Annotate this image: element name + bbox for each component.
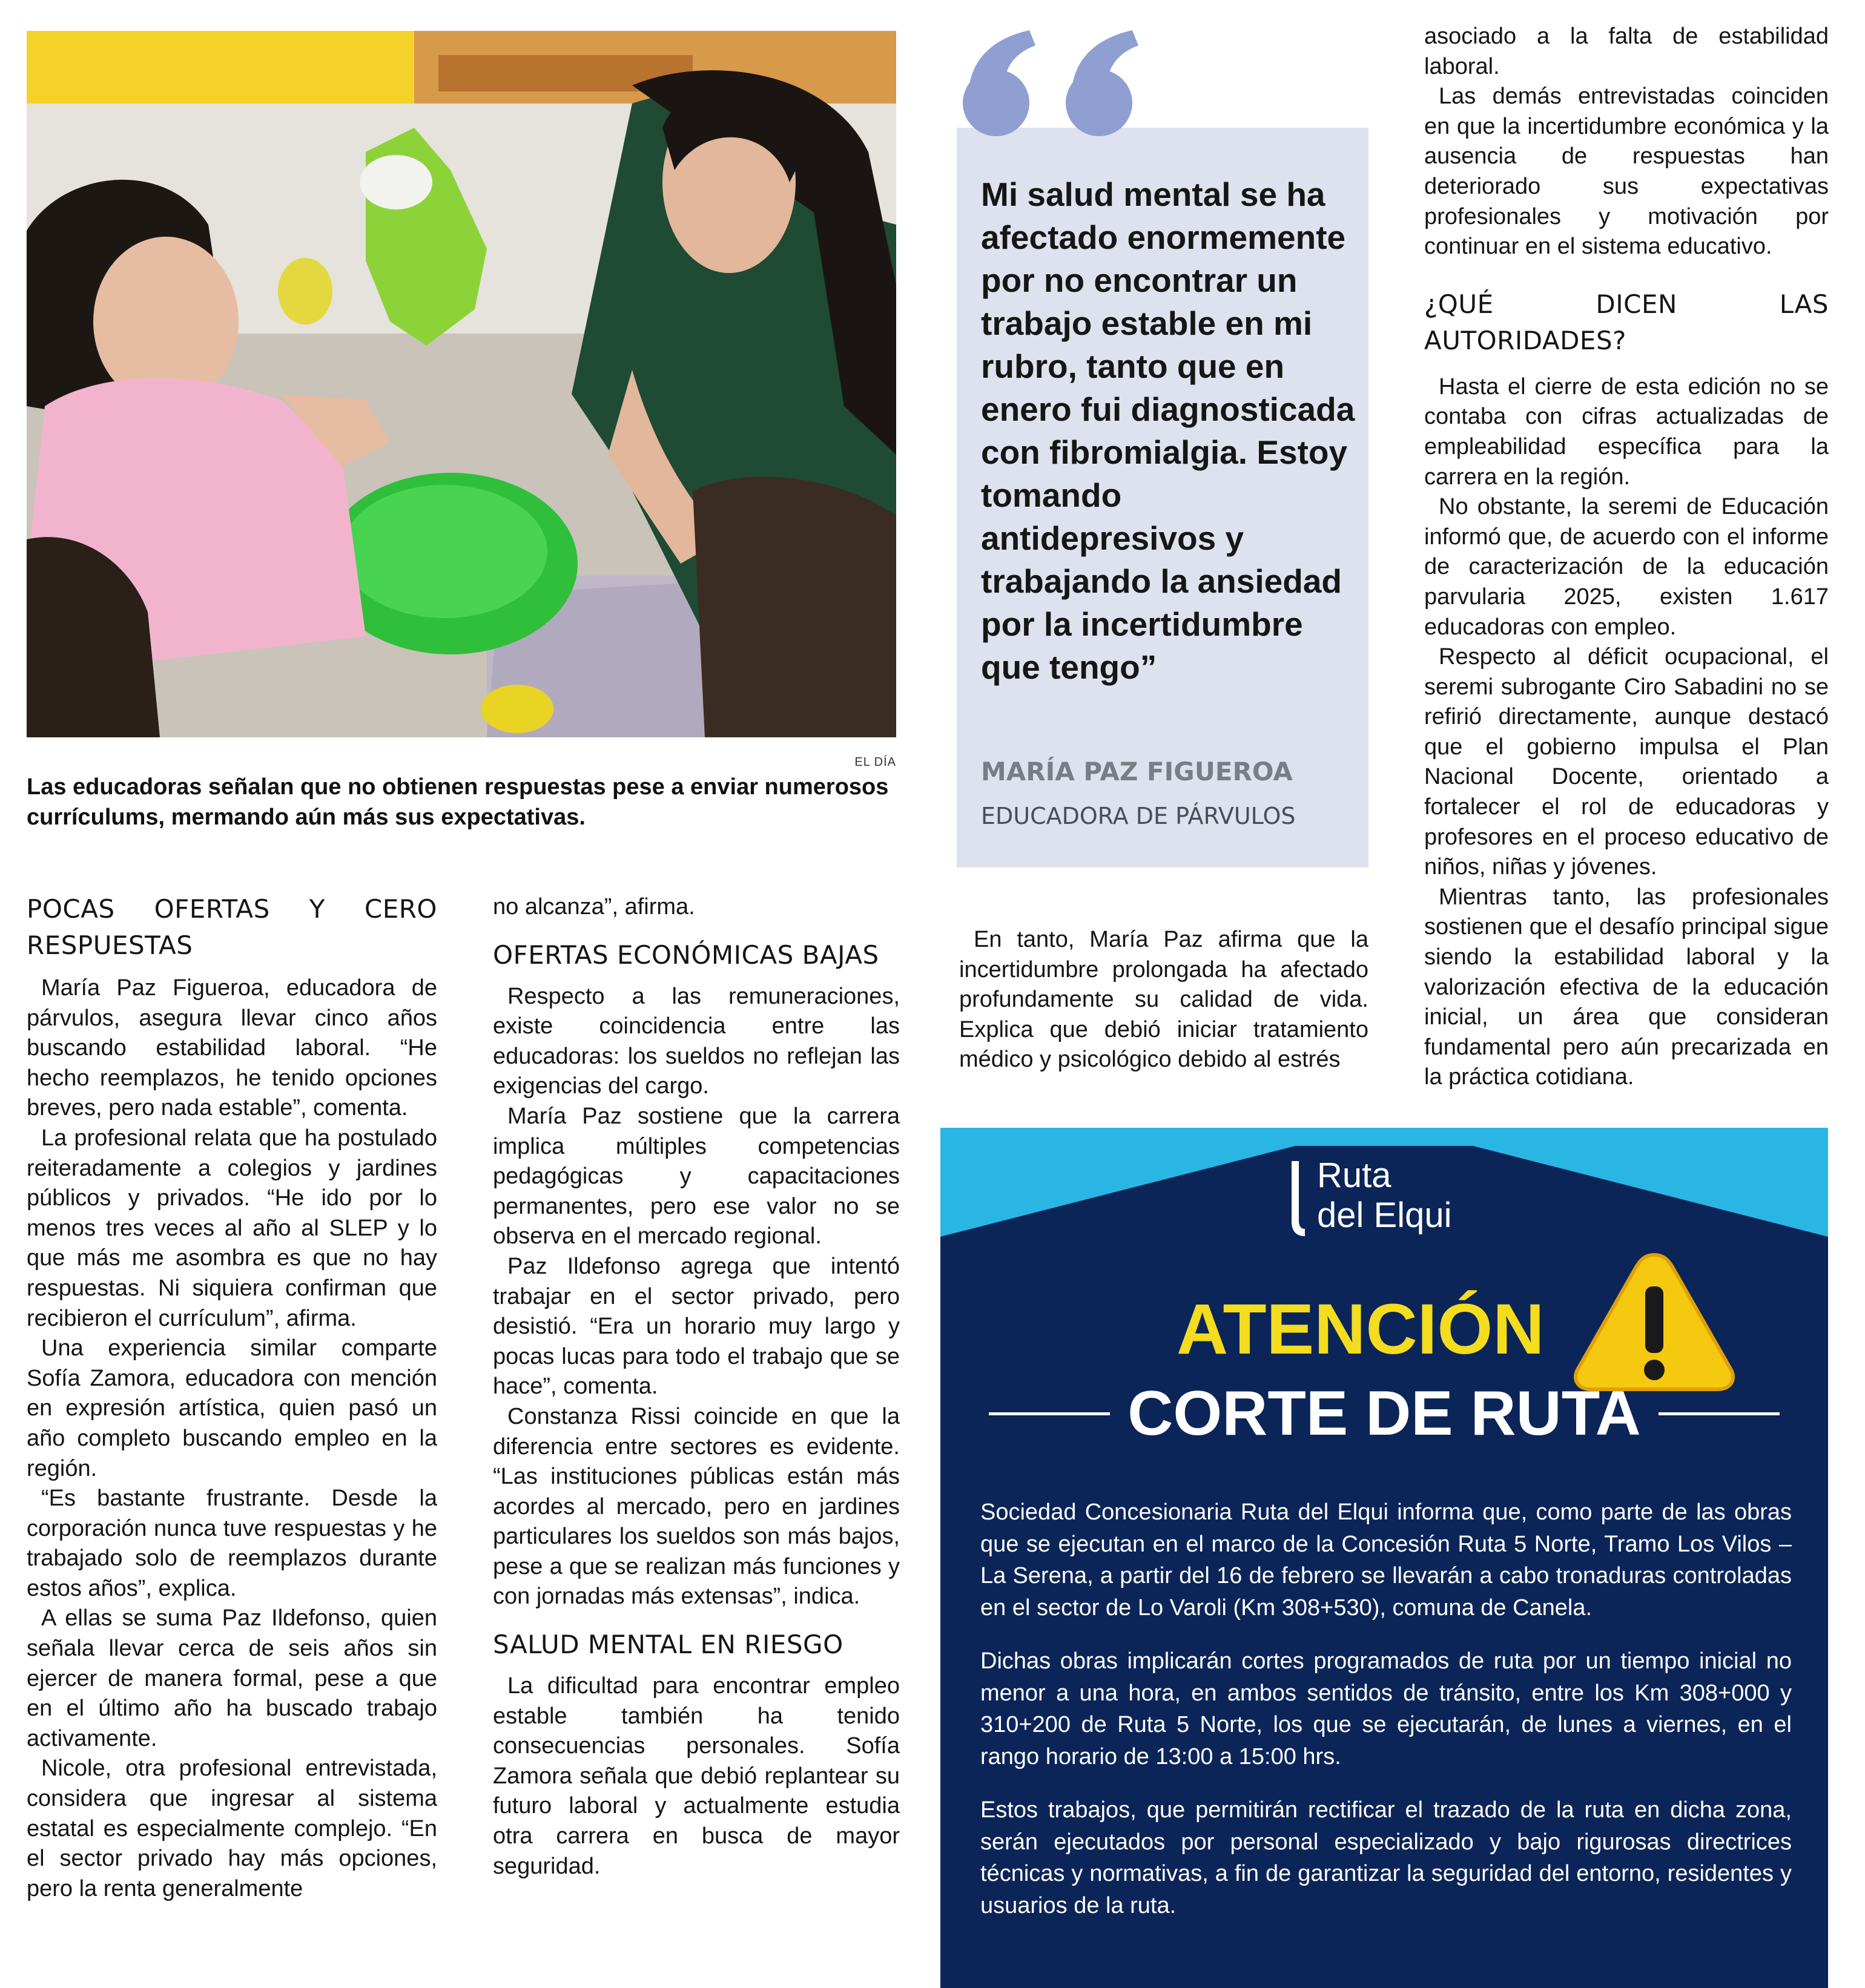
paragraph: En tanto, María Paz afirma que la incertidumbre prolongada ha afectado profundamente su calidad de vida. Explica que debió iniciar tratamiento médico y psicológico debido al estrés <box>959 927 1368 1073</box>
section-heading-pocas-ofertas: POCAS OFERTAS Y CERO RESPUESTAS <box>27 894 437 960</box>
paragraph: La dificultad para encontrar empleo estable también ha tenido consecuencias personales. Sofía Zamora señala que debió replantear su futuro laboral y actualmente estudia otra carrera en busca de mayor seguridad. <box>493 1673 900 1879</box>
logo-mark-icon <box>1289 1161 1305 1236</box>
paragraph: Mientras tanto, las profesionales sostienen que el desafío principal sigue siendo la estabilidad laboral y la valorización efectiva de la educación inicial, un área que consideran fundamental pero aún precarizada en la práctica cotidiana. <box>1424 884 1829 1090</box>
section-heading-salud-mental: SALUD MENTAL EN RIESGO <box>493 1630 843 1660</box>
paragraph: Hasta el cierre de esta edición no se contaba con cifras actualizadas de empleabilidad específica para la carrera en la región. <box>1424 374 1829 490</box>
ad-body <box>980 1496 1792 1921</box>
ad-ruta-del-elqui <box>940 1128 1828 1988</box>
ad-title: ATENCIÓN <box>1177 1289 1545 1369</box>
quote-author: MARÍA PAZ FIGUEROA <box>981 757 1293 786</box>
ad-paragraph: Estos trabajos, que permitirán rectificar el trazado de la ruta en dicha zona, serán ejecutados por personal especializado y bajo rigurosas directrices técnicas y normativas, a fin de garantizar la seguridad del entorno, residentes y usuarios de la ruta. <box>980 1797 1792 1918</box>
ad-logo-line1: Ruta <box>1317 1156 1391 1195</box>
article-column-4 <box>1424 22 1829 1093</box>
paragraph: La profesional relata que ha postulado reiteradamente a colegios y jardines públicos y privados. “He ido por lo menos tres veces al año al SLEP y lo que más me asombra es que no hay respuestas. Ni siquiera confirman que recibieron el currículum”, afirma. <box>27 1125 437 1331</box>
ad-subtitle: CORTE DE RUTA <box>1127 1378 1641 1449</box>
paragraph: “Es bastante frustrante. Desde la corporación nunca tuve respuestas y he trabajado solo de reemplazos durante estos años”, explica. <box>27 1486 437 1601</box>
paragraph-continuation: no alcanza”, afirma. <box>493 894 695 920</box>
paragraph: A ellas se suma Paz Ildefonso, quien señala llevar cerca de seis años sin ejercer de manera formal, pese a que en el último año ha buscado trabajo activamente. <box>27 1605 437 1751</box>
warning-icon <box>1573 1249 1736 1394</box>
paragraph-continuation: asociado a la falta de estabilidad laboral. <box>1424 24 1829 79</box>
title-rule-right <box>1659 1412 1780 1415</box>
pull-quote-text: Mi salud mental se ha afectado enormemente por no encontrar un trabajo estable en mi rubro, tanto que en enero fui diagnosticada con fibromialgia. Estoy tomando antidepresivos y trabajando la ansiedad por la incertidumbre que tengo” <box>981 176 1355 686</box>
paragraph: Paz Ildefonso agrega que intentó trabajar en el sector privado, pero desistió. “Era un horario muy largo y pocas lucas para todo el trabajo que se hace”, comenta. <box>493 1253 900 1400</box>
quote-role: EDUCADORA DE PÁRVULOS <box>981 803 1296 829</box>
ad-paragraph: Sociedad Concesionaria Ruta del Elqui informa que, como parte de las obras que se ejecutan en el marco de la Concesión Ruta 5 Norte, Tramo Los Vilos – La Serena, a partir del 16 de febrero se llevarán a cabo tronaduras controladas en el sector de Lo Varoli (Km 308+530), comuna de Canela. <box>980 1499 1792 1621</box>
article-photo <box>27 31 896 737</box>
paragraph: Constanza Rissi coincide en que la diferencia entre sectores es evidente. “Las instituciones públicas están más acordes al mercado, pero en jardines particulares los sueldos son más bajos, pese a que se realizan más funciones y con jornadas más extensas”, indica. <box>493 1403 900 1610</box>
ad-logo-text <box>1317 1156 1451 1236</box>
photo-caption: Las educadoras señalan que no obtienen respuestas pese a enviar numerosos currículums, mermando aún más sus expectativas. <box>27 774 889 830</box>
paragraph: Respecto a las remuneraciones, existe coincidencia entre las educadoras: los sueldos no reflejan las exigencias del cargo. <box>493 983 900 1099</box>
ad-logo-line2: del Elqui <box>1317 1196 1452 1235</box>
paragraph: Una experiencia similar comparte Sofía Zamora, educadora con mención en expresión artística, quien pasó un año completo buscando empleo en la región. <box>27 1335 437 1481</box>
article-column-2 <box>493 892 900 1881</box>
paragraph: María Paz Figueroa, educadora de párvulos, asegura llevar cinco años buscando estabilidad laboral. “He hecho reemplazos, he tenido opciones breves, pero nada estable”, comenta. <box>27 975 437 1121</box>
photo-credit: EL DÍA <box>854 755 896 769</box>
paragraph: Respecto al déficit ocupacional, el seremi subrogante Ciro Sabadini no se refirió directamente, aunque destacó que el gobierno impulsa el Plan Nacional Docente, orientado a fortalecer el rol de educadoras y profesores en el proceso educativo de niños, niñas y jóvenes. <box>1424 644 1829 880</box>
paragraph: Nicole, otra profesional entrevistada, considera que ingresar al sistema estatal es especialmente complejo. “En el sector privado hay más opciones, pero la renta generalmente <box>27 1756 437 1901</box>
ad-paragraph: Dichas obras implicarán cortes programados de ruta por un tiempo inicial no menor a una hora, en ambos sentidos de tránsito, entre los Km 308+000 y 310+200 de Ruta 5 Norte, los que se ejecutarán, de lunes a viernes, en el rango horario de 13:00 a 15:00 hrs. <box>980 1648 1792 1769</box>
paragraph: No obstante, la seremi de Educación informó que, de acuerdo con el informe de caracterización de la educación parvularia 2025, existen 1.617 educadoras con empleo. <box>1424 494 1829 640</box>
section-heading-autoridades: ¿QUÉ DICEN LAS AUTORIDADES? <box>1424 289 1829 355</box>
title-rule-left <box>989 1412 1110 1415</box>
article-column-1 <box>27 891 437 1904</box>
paragraph: María Paz sostiene que la carrera implica múltiples competencias pedagógicas y capacitaciones permanentes, pero ese valor no se observa en el mercado regional. <box>493 1103 900 1249</box>
section-heading-ofertas-economicas: OFERTAS ECONÓMICAS BAJAS <box>493 940 879 970</box>
article-column-3 <box>959 925 1368 1075</box>
paragraph: Las demás entrevistadas coinciden en que la incertidumbre económica y la ausencia de respuestas han deteriorado sus expectativas profesionales y motivación por continuar en el sistema educativo. <box>1424 84 1829 260</box>
photo-illustration <box>27 31 896 737</box>
quote-mark-icon <box>945 24 1163 139</box>
